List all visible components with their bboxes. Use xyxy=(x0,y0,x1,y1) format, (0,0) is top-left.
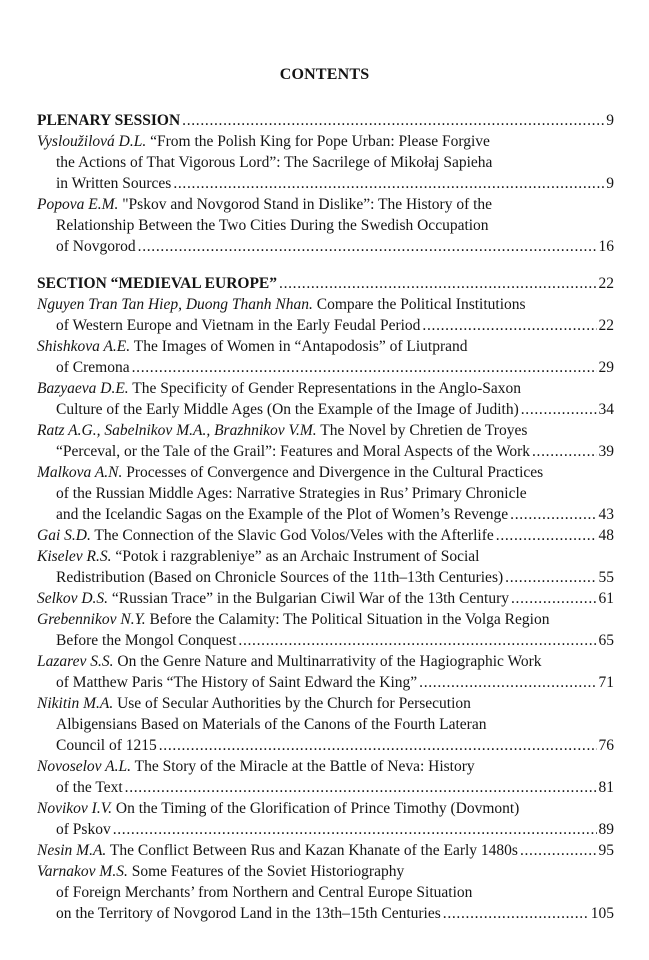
toc-entry-line xyxy=(37,294,614,315)
dot-leader xyxy=(238,630,596,651)
toc-entry-line xyxy=(37,194,614,215)
entry-title-line: The Conflict Between Rus and Kazan Khanate of the Early 1480s xyxy=(106,842,518,859)
entry-author: Malkova A.N. xyxy=(37,464,123,481)
page-number: 29 xyxy=(598,359,614,376)
entry-title-line: Processes of Convergence and Divergence in the Cultural Practices xyxy=(122,464,544,481)
entry-title-line: “Russian Trace” in the Bulgarian Ciwil War of the 13th Century xyxy=(108,590,509,607)
toc-entry-line xyxy=(37,546,614,567)
page-number: 9 xyxy=(606,175,614,192)
entry-title-line: “Potok i razgrableniye” as an Archaic Instrument of Social xyxy=(111,548,480,565)
entry-text xyxy=(56,399,519,420)
entry-text xyxy=(56,485,527,502)
entry-title-line: the Actions of That Vigorous Lord”: The Sacrilege of Mikołaj Sapieha xyxy=(56,154,493,171)
entry-title-line: Use of Secular Authorities by the Church for Persecution xyxy=(113,695,471,712)
entry-author: Varnakov M.S. xyxy=(37,863,128,880)
page-number: 95 xyxy=(598,842,614,859)
toc-entry-line xyxy=(37,525,614,546)
dot-leader xyxy=(443,903,589,924)
toc-entry-line xyxy=(37,483,614,504)
entry-text xyxy=(56,154,492,171)
toc-entry-line xyxy=(37,441,614,462)
toc-entry-line xyxy=(37,756,614,777)
dot-leader xyxy=(159,735,597,756)
page-number: 81 xyxy=(598,779,614,796)
entry-text xyxy=(56,903,441,924)
toc-section xyxy=(37,273,614,924)
dot-leader xyxy=(505,567,596,588)
dot-leader xyxy=(132,357,597,378)
page-number: 9 xyxy=(606,112,614,129)
entry-text xyxy=(56,504,508,525)
entry-title-line: "Pskov and Novgorod Stand in Dislike”: The History of the xyxy=(118,196,493,213)
entry-author: Gai S.D. xyxy=(37,527,91,544)
entry-text xyxy=(37,464,543,481)
toc-entry-line xyxy=(37,567,614,588)
entry-text xyxy=(37,611,549,628)
entry-text xyxy=(37,548,479,565)
toc-entry-line xyxy=(37,462,614,483)
toc-entry-line xyxy=(37,777,614,798)
toc-entry-line xyxy=(37,504,614,525)
entry-text xyxy=(37,525,494,546)
entry-author: Bazyaeva D.E. xyxy=(37,380,129,397)
dot-leader xyxy=(182,110,604,131)
page-number: 22 xyxy=(598,317,614,334)
entry-text xyxy=(37,196,492,213)
toc-section xyxy=(37,110,614,257)
toc-entry-line xyxy=(37,882,614,903)
entry-text xyxy=(37,588,509,609)
entry-text xyxy=(37,422,527,439)
entry-title-line: The Specificity of Gender Representations in the Anglo-Saxon xyxy=(128,380,521,397)
entry-text xyxy=(37,695,471,712)
entry-author: Kiselev R.S. xyxy=(37,548,112,565)
dot-leader xyxy=(496,525,597,546)
entry-author: Popova E.M. xyxy=(37,196,119,213)
entry-text xyxy=(37,863,404,880)
entry-title-line: Before the Calamity: The Political Situation in the Volga Region xyxy=(145,611,550,628)
entry-text xyxy=(37,653,542,670)
entry-text xyxy=(56,567,503,588)
entry-author: Nikitin M.A. xyxy=(37,695,114,712)
entry-title-line: Some Features of the Soviet Historiography xyxy=(127,863,405,880)
toc-entry-line xyxy=(37,357,614,378)
toc-entry-line xyxy=(37,735,614,756)
dot-leader xyxy=(520,840,597,861)
entry-title-line: of the Text xyxy=(56,779,123,796)
entry-author: Shishkova A.E. xyxy=(37,338,131,355)
entry-text xyxy=(56,884,472,901)
entry-title-line: and the Icelandic Sagas on the Example of the Plot of Women’s Revenge xyxy=(56,506,509,523)
page-number: 65 xyxy=(598,632,614,649)
entry-title-line: on the Territory of Novgorod Land in the 13th–15th Centuries xyxy=(56,905,441,922)
entry-text xyxy=(56,441,530,462)
entry-title-line: “From the Polish King for Pope Urban: Please Forgive xyxy=(146,133,490,150)
toc-entry-line xyxy=(37,798,614,819)
entry-title-line: “Perceval, or the Tale of the Grail”: Features and Moral Aspects of the Work xyxy=(56,443,530,460)
entry-text xyxy=(37,296,526,313)
toc-entry-line xyxy=(37,714,614,735)
section-heading xyxy=(37,273,614,294)
entry-title-line: On the Timing of the Glorification of Prince Timothy (Dovmont) xyxy=(112,800,520,817)
toc-entry-line xyxy=(37,336,614,357)
page-number: 43 xyxy=(598,506,614,523)
dot-leader xyxy=(532,441,597,462)
dot-leader xyxy=(125,777,597,798)
toc-entry-line xyxy=(37,609,614,630)
entry-title-line: of Western Europe and Vietnam in the Early Feudal Period xyxy=(56,317,421,334)
section-heading xyxy=(37,110,614,131)
dot-leader xyxy=(279,273,596,294)
entry-text xyxy=(37,758,475,775)
entry-title-line: Redistribution (Based on Chronicle Sources of the 11th–13th Centuries) xyxy=(56,569,504,586)
entry-title-line: of Pskov xyxy=(56,821,111,838)
entry-title-line: Relationship Between the Two Cities During the Swedish Occupation xyxy=(56,217,489,234)
entry-text xyxy=(56,716,486,733)
toc-entry-line xyxy=(37,420,614,441)
toc-entry-line xyxy=(37,672,614,693)
toc-entry-line xyxy=(37,819,614,840)
dot-leader xyxy=(510,504,596,525)
entry-text xyxy=(56,672,417,693)
entry-title-line: The Images of Women in “Antapodosis” of Liutprand xyxy=(130,338,468,355)
toc-entry-line xyxy=(37,840,614,861)
toc-entry-line xyxy=(37,903,614,924)
toc-entry-line xyxy=(37,630,614,651)
entry-title-line: Culture of the Early Middle Ages (On the Example of the Image of Judith) xyxy=(56,401,519,418)
entry-text xyxy=(56,315,420,336)
entry-text xyxy=(56,630,236,651)
entry-text xyxy=(56,217,489,234)
page-number: 39 xyxy=(598,443,614,460)
page-number: 76 xyxy=(598,737,614,754)
entry-text xyxy=(56,819,111,840)
entry-title-line: Albigensians Based on Materials of the Canons of the Fourth Lateran xyxy=(56,716,487,733)
toc-entry-line xyxy=(37,861,614,882)
toc-entry-line xyxy=(37,588,614,609)
entry-title-line: The Connection of the Slavic God Volos/Veles with the Afterlife xyxy=(90,527,494,544)
entry-author: Ratz A.G., Sabelnikov M.A., Brazhnikov V.M. xyxy=(37,422,317,439)
entry-title-line: On the Genre Nature and Multinarrativity of the Hagiographic Work xyxy=(113,653,542,670)
entry-title-line: of Foreign Merchants’ from Northern and Central Europe Situation xyxy=(56,884,473,901)
dot-leader xyxy=(511,588,597,609)
entry-title-line: of Cremona xyxy=(56,359,130,376)
toc-entry-line xyxy=(37,693,614,714)
toc-entry-line xyxy=(37,651,614,672)
entry-title-line: Before the Mongol Conquest xyxy=(56,632,237,649)
entry-title-line: of Matthew Paris “The History of Saint Edward the King” xyxy=(56,674,418,691)
page-number: 105 xyxy=(590,905,614,922)
entry-text xyxy=(56,173,171,194)
section-heading-text: PLENARY SESSION xyxy=(37,112,181,129)
entry-author: Selkov D.S. xyxy=(37,590,109,607)
entry-text xyxy=(56,236,136,257)
page-number: 61 xyxy=(598,590,614,607)
entry-title-line: The Story of the Miracle at the Battle of Neva: History xyxy=(131,758,475,775)
entry-text xyxy=(37,133,490,150)
page-number: 16 xyxy=(598,238,614,255)
entry-title-line: Compare the Political Institutions xyxy=(312,296,526,313)
entry-text xyxy=(37,380,521,397)
entry-text xyxy=(37,338,468,355)
entry-text xyxy=(37,840,518,861)
entry-author: Vysloužilová D.L. xyxy=(37,133,147,150)
entry-text xyxy=(56,735,157,756)
dot-leader xyxy=(113,819,597,840)
page-title: CONTENTS xyxy=(279,66,370,83)
entry-text xyxy=(37,800,519,817)
dot-leader xyxy=(422,315,596,336)
entry-title-line: Council of 1215 xyxy=(56,737,157,754)
entry-title-line: The Novel by Chretien de Troyes xyxy=(316,422,528,439)
dot-leader xyxy=(138,236,597,257)
dot-leader xyxy=(173,173,604,194)
entry-title-line: in Written Sources xyxy=(56,175,172,192)
entry-author: Novikov I.V. xyxy=(37,800,113,817)
toc-entry-line xyxy=(37,173,614,194)
dot-leader xyxy=(521,399,597,420)
section-heading-text: SECTION “MEDIEVAL EUROPE” xyxy=(37,275,278,292)
entry-title-line: of the Russian Middle Ages: Narrative Strategies in Rus’ Primary Chronicle xyxy=(56,485,527,502)
entry-author: Novoselov A.L. xyxy=(37,758,131,775)
dot-leader xyxy=(419,672,596,693)
entry-author: Lazarev S.S. xyxy=(37,653,114,670)
table-of-contents xyxy=(37,110,614,940)
toc-entry-line xyxy=(37,152,614,173)
toc-entry-line xyxy=(37,378,614,399)
page-number: 22 xyxy=(598,275,614,292)
entry-author: Nesin M.A. xyxy=(37,842,107,859)
page-number: 55 xyxy=(598,569,614,586)
toc-entry-line xyxy=(37,131,614,152)
entry-author: Nguyen Tran Tan Hiep, Duong Thanh Nhan. xyxy=(37,296,313,313)
toc-entry-line xyxy=(37,315,614,336)
toc-entry-line xyxy=(37,215,614,236)
entry-author: Grebennikov N.Y. xyxy=(37,611,146,628)
entry-text xyxy=(56,777,123,798)
toc-entry-line xyxy=(37,399,614,420)
page-number: 89 xyxy=(598,821,614,838)
entry-text xyxy=(56,357,130,378)
page-number: 34 xyxy=(598,401,614,418)
page-number: 48 xyxy=(598,527,614,544)
toc-entry-line xyxy=(37,236,614,257)
entry-title-line: of Novgorod xyxy=(56,238,136,255)
page-number: 71 xyxy=(598,674,614,691)
